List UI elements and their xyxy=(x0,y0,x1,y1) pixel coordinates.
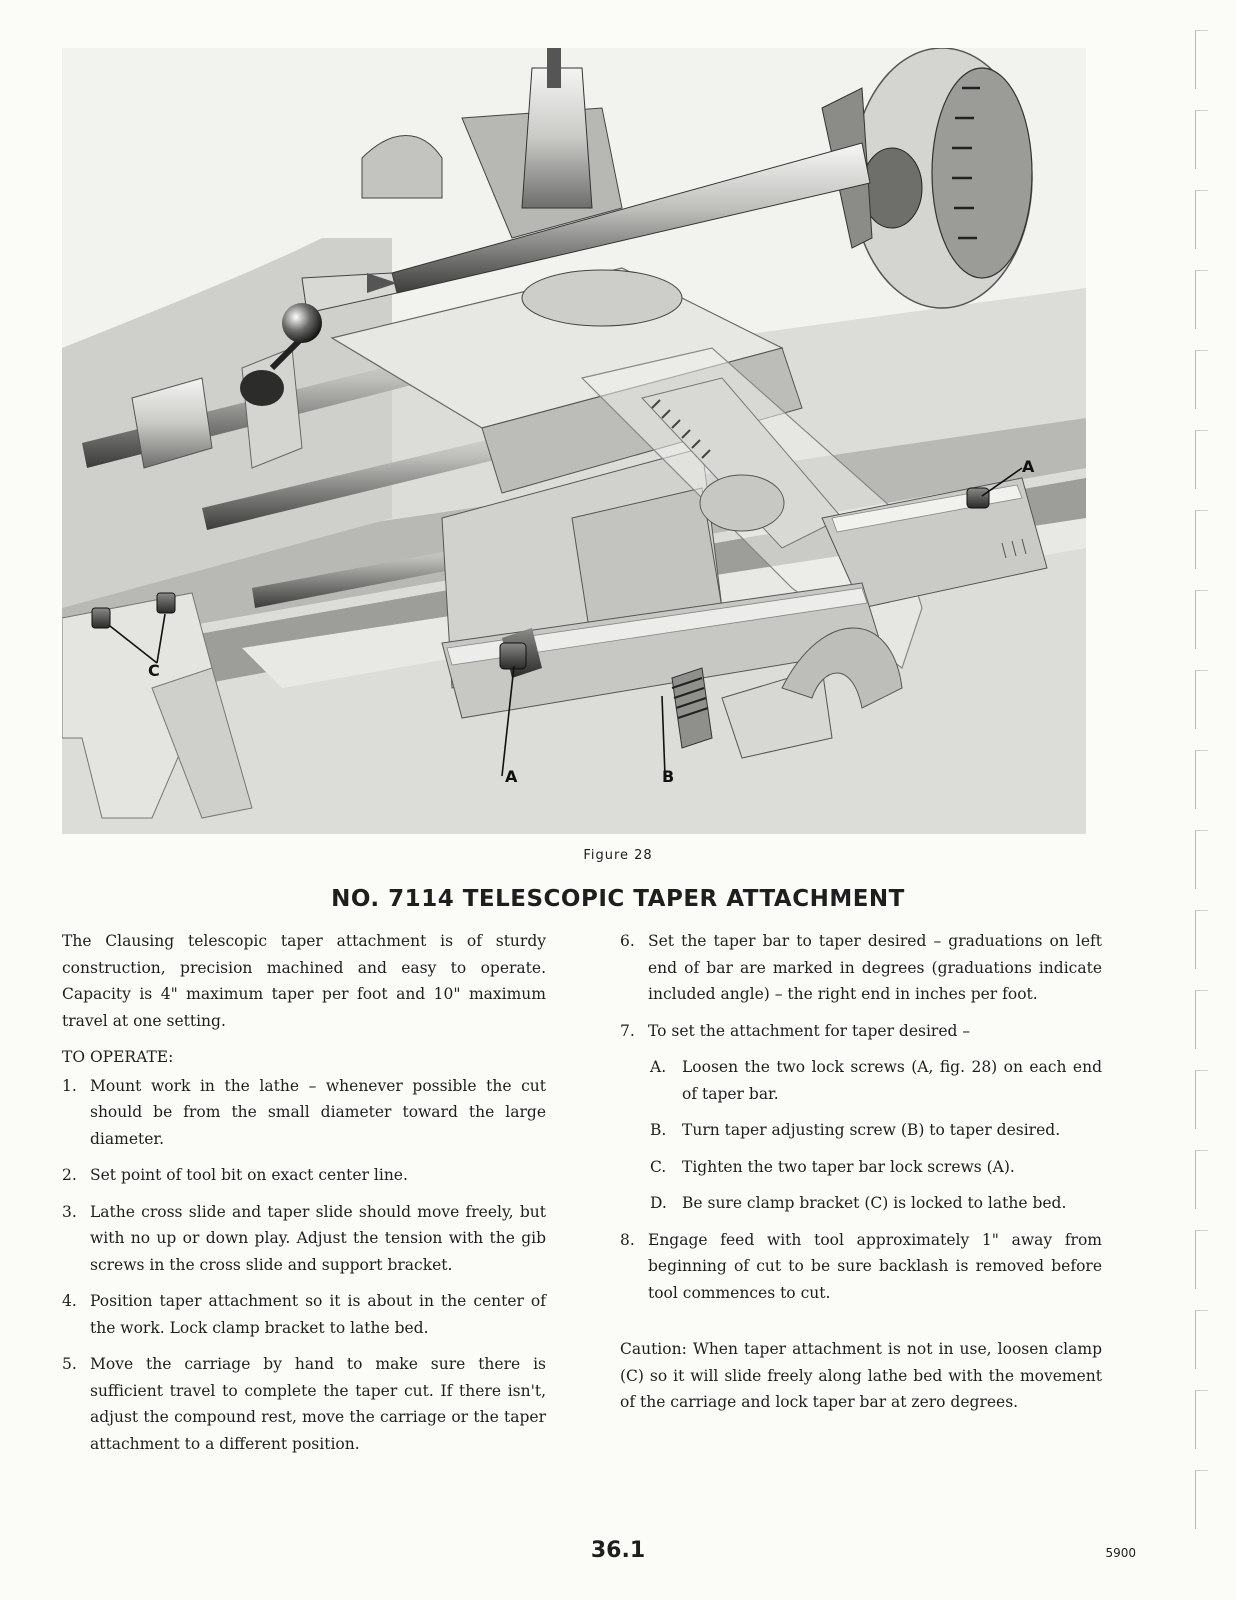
page-title: NO. 7114 TELESCOPIC TAPER ATTACHMENT xyxy=(331,886,905,912)
binding-edge-marks xyxy=(1195,30,1215,1550)
substep-text: Turn taper adjusting screw (B) to taper desired. xyxy=(682,1121,1061,1139)
document-code: 5900 xyxy=(1105,1546,1136,1560)
step-7 xyxy=(620,1018,1102,1045)
figure-28-lathe-photo xyxy=(62,48,1086,834)
substep-letter: D. xyxy=(650,1194,667,1212)
step-text: Move the carriage by hand to make sure there is sufficient travel to complete the taper cut. If there isn't, adjust the compound rest, move the carriage or the taper attachment to a different position. xyxy=(90,1355,546,1453)
left-column xyxy=(62,928,546,1467)
callout-a-right: A xyxy=(1022,457,1035,476)
substep-c xyxy=(650,1154,1102,1181)
step-5 xyxy=(62,1351,546,1457)
step-number: 3. xyxy=(62,1202,77,1221)
substep-a xyxy=(650,1054,1102,1107)
substep-text: Tighten the two taper bar lock screws (A). xyxy=(682,1157,1015,1176)
step-6 xyxy=(620,928,1102,1008)
step-3 xyxy=(62,1199,546,1279)
step-text: Engage feed with tool approximately 1" away from beginning of cut to be sure backlash is removed before tool commences to cut. xyxy=(648,1230,1102,1302)
step-number: 8. xyxy=(620,1230,635,1249)
step-number: 5. xyxy=(62,1355,77,1373)
step-number: 6. xyxy=(620,932,635,950)
step-number: 7. xyxy=(620,1021,635,1040)
step-4 xyxy=(62,1288,546,1341)
step-number: 1. xyxy=(62,1076,77,1095)
page-number: 36.1 xyxy=(590,1538,646,1563)
step-8 xyxy=(620,1227,1102,1307)
callout-a-left: A xyxy=(505,767,518,786)
callout-c: C xyxy=(148,661,160,680)
caution-note: Caution: When taper attachment is not in use, loosen clamp (C) so it will slide freely along lathe bed with the movement of the carriage and lock taper bar at zero degrees. xyxy=(620,1340,1102,1411)
right-column xyxy=(620,928,1102,1416)
substep-b xyxy=(650,1117,1102,1144)
callout-b: B xyxy=(662,767,675,786)
step-1 xyxy=(62,1073,546,1153)
step-2 xyxy=(62,1162,546,1189)
step-text: Mount work in the lathe – whenever possible the cut should be from the small diameter toward the large diameter. xyxy=(90,1076,546,1148)
step-text: Position taper attachment so it is about in the center of the work. Lock clamp bracket to lathe bed. xyxy=(90,1292,546,1337)
step-number: 4. xyxy=(62,1292,77,1310)
intro-paragraph: The Clausing telescopic taper attachment is of sturdy construction, precision machined and easy to operate. Capacity is 4" maximum taper per foot and 10" maximum travel at one setting. xyxy=(62,932,546,1030)
step-text: Lathe cross slide and taper slide should move freely, but with no up or down play. Adjust the tension with the gib screws in the cross slide and support bracket. xyxy=(90,1202,546,1274)
to-operate-heading: TO OPERATE: xyxy=(62,1048,174,1066)
lathe-taper-attachment-illustration xyxy=(62,48,1086,834)
substep-d xyxy=(650,1190,1102,1217)
step-text: Set the taper bar to taper desired – graduations on left end of bar are marked in degrees (graduations indicate included angle) – the right end in inches per foot. xyxy=(648,932,1102,1003)
figure-caption: Figure 28 xyxy=(583,848,653,863)
step-text: To set the attachment for taper desired – xyxy=(648,1021,971,1040)
substep-letter: A. xyxy=(650,1058,667,1076)
substep-text: Loosen the two lock screws (A, fig. 28) on each end of taper bar. xyxy=(682,1058,1102,1103)
step-text: Set point of tool bit on exact center line. xyxy=(90,1166,408,1184)
step-number: 2. xyxy=(62,1166,77,1184)
substep-letter: B. xyxy=(650,1121,667,1139)
substep-text: Be sure clamp bracket (C) is locked to lathe bed. xyxy=(682,1194,1067,1212)
substep-letter: C. xyxy=(650,1157,667,1176)
